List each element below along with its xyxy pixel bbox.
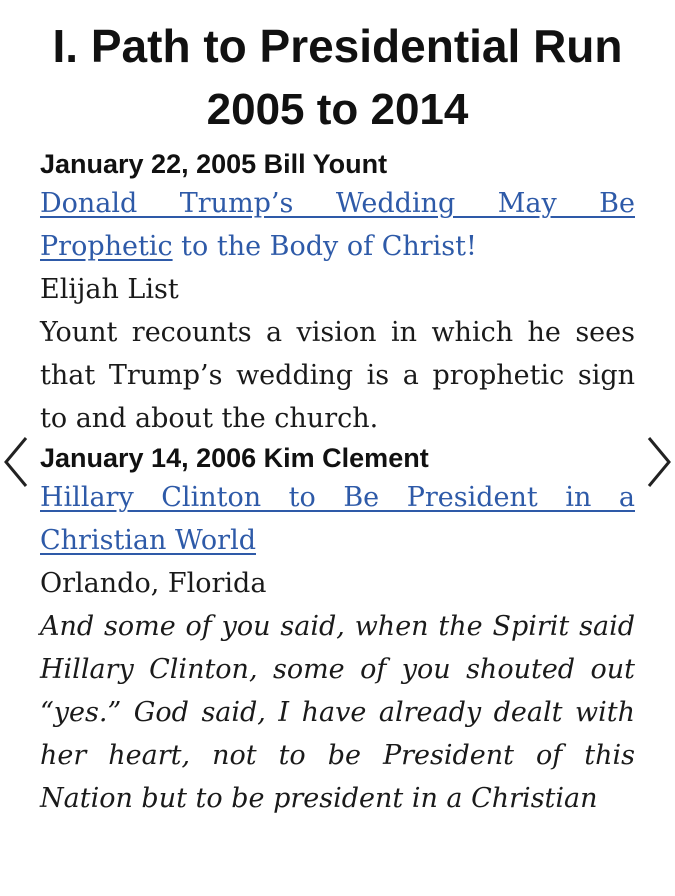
entry-source: Orlando, Florida	[40, 568, 267, 599]
chapter-title: I. Path to Presidential Run	[52, 20, 623, 72]
chevron-left-icon	[2, 436, 30, 488]
entry-source: Elijah List	[40, 274, 179, 305]
previous-page-button[interactable]	[2, 436, 30, 488]
entry-heading: January 22, 2005 Bill Yount	[40, 149, 388, 179]
entry-link-line	[40, 182, 635, 268]
entry-link-line	[40, 476, 635, 562]
entry-quote: And some of you said, when the Spirit said Hillary Clinton, some of you shouted out “yes.” God said, I have already dealt with her heart, not to be President of this Nation but to be president in a Christian	[40, 611, 635, 814]
entry	[40, 440, 635, 820]
entry-heading: January 14, 2006 Kim Clement	[40, 443, 429, 473]
chapter-years: 2005 to 2014	[206, 85, 469, 134]
reader-page	[40, 14, 635, 820]
next-page-button[interactable]	[645, 436, 673, 488]
entry-body: Yount recounts a vision in which he sees that Trump’s wedding is a prophetic sign to and about the church.	[40, 317, 635, 434]
entry	[40, 146, 635, 440]
entry-link-suffix: to the Body of Christ!	[172, 231, 477, 262]
entry-link[interactable]: Hillary Clinton to Be President in a Christian World	[40, 482, 635, 556]
entry-link[interactable]: Donald Trump’s Wedding May Be Prophetic	[40, 188, 635, 262]
chevron-right-icon	[645, 436, 673, 488]
